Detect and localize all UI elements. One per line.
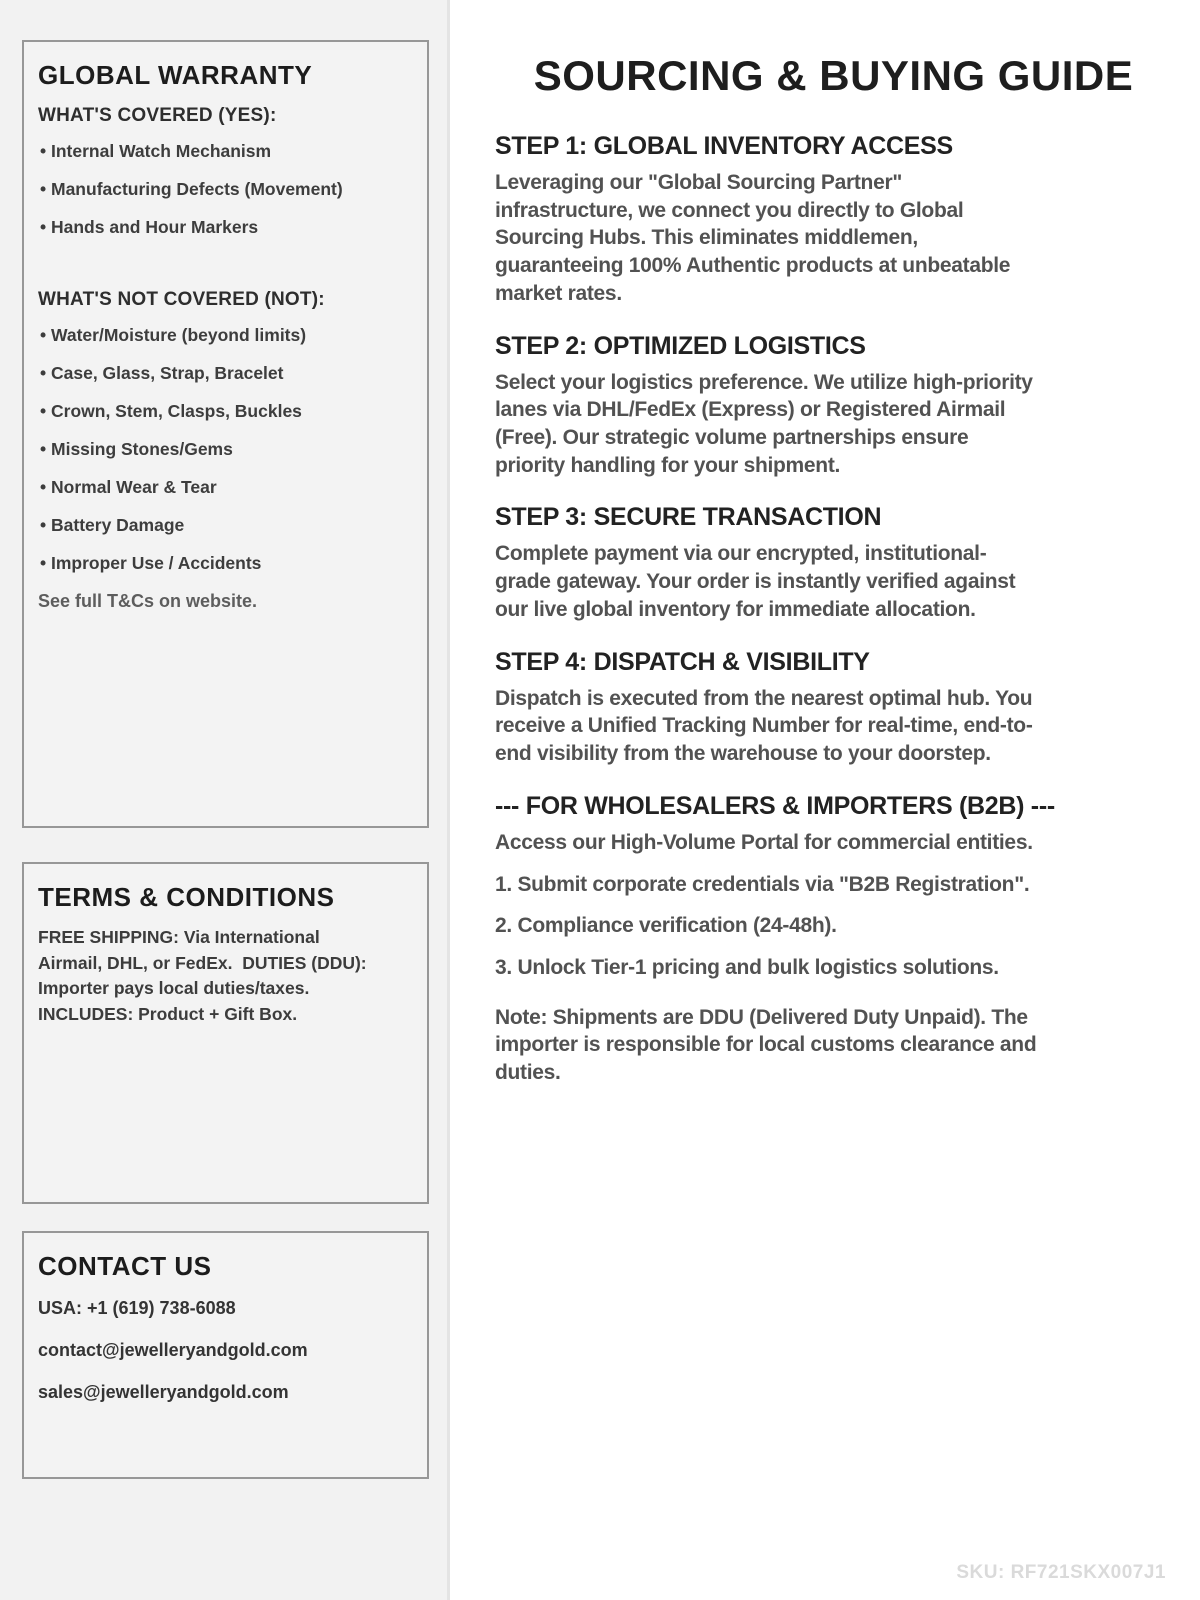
b2b-step-item: 1. Submit corporate credentials via "B2B Registration". [495,872,1030,896]
contact-panel [22,1231,429,1479]
page-title: SOURCING & BUYING GUIDE [533,52,1134,99]
step-1-body: Leveraging our "Global Sourcing Partner" infrastructure, we connect you directly to Global Sourcing Hubs. This eliminates middlemen, guaranteeing 100% Authentic products at unbeatable market rates. [495,171,1011,305]
warranty-footnote: See full T&Cs on website. [38,591,258,611]
warranty-not-covered-item: • Case, Glass, Strap, Bracelet [38,363,411,384]
step-3-heading: STEP 3: SECURE TRANSACTION [495,503,882,532]
step-4-body: Dispatch is executed from the nearest optimal hub. You receive a Unified Tracking Number for real-time, end-to-end visibility from the warehouse to your doorstep. [495,686,1033,766]
sourcing-guide-main [450,0,1200,1600]
step-4-section [495,648,1172,768]
contact-phone: USA: +1 (619) 738-6088 [38,1298,236,1318]
step-2-body: Select your logistics preference. We utilize high-priority lanes via DHL/FedEx (Express) or Registered Airmail (Free). Our strategic volume partnerships ensure priority handling for your shipment. [495,370,1033,477]
b2b-step-item: 3. Unlock Tier-1 pricing and bulk logistics solutions. [495,955,999,979]
b2b-heading: --- FOR WHOLESALERS & IMPORTERS (B2B) --- [495,791,1055,820]
warranty-covered-item: • Manufacturing Defects (Movement) [38,179,411,200]
warranty-not-covered-item: • Normal Wear & Tear [38,477,411,498]
b2b-section [495,792,1172,1087]
warranty-covered-item: • Internal Watch Mechanism [38,141,411,162]
warranty-not-covered-item: • Missing Stones/Gems [38,439,411,460]
step-3-section [495,503,1172,623]
warranty-not-covered-item: • Crown, Stem, Clasps, Buckles [38,401,411,422]
warranty-not-covered-item: • Improper Use / Accidents [38,553,411,574]
b2b-note: Note: Shipments are DDU (Delivered Duty Unpaid). The importer is responsible for local customs clearance and duties. [495,1005,1037,1085]
warranty-not-covered-item: • Water/Moisture (beyond limits) [38,325,411,346]
info-sidebar [0,0,450,1600]
warranty-title: GLOBAL WARRANTY [38,60,313,90]
contact-title: CONTACT US [38,1251,212,1281]
warranty-covered-heading: WHAT'S COVERED (YES): [38,105,277,126]
warranty-covered-list [38,141,411,238]
step-1-heading: STEP 1: GLOBAL INVENTORY ACCESS [495,132,953,160]
warranty-panel [22,40,429,828]
warranty-covered-item: • Hands and Hour Markers [38,217,411,238]
terms-panel [22,862,429,1204]
warranty-not-covered-list [38,325,411,574]
warranty-not-covered-heading: WHAT'S NOT COVERED (NOT): [38,289,325,310]
step-4-heading: STEP 4: DISPATCH & VISIBILITY [495,647,870,676]
step-3-body: Complete payment via our encrypted, institutional-grade gateway. Your order is instantly verified against our live global inventory for immediate allocation. [495,542,1016,621]
warranty-not-covered-item: • Battery Damage [38,515,411,536]
step-1-section [495,132,1172,308]
sku-label: SKU: RF721SKX007J1 [956,1562,1166,1583]
b2b-intro: Access our High-Volume Portal for commercial entities. [495,830,1033,854]
contact-email-primary: contact@jewelleryandgold.com [38,1340,308,1360]
terms-body: FREE SHIPPING: Via International Airmail, DHL, or FedEx. DUTIES (DDU): Importer pays local duties/taxes. INCLUDES: Product + Gift Box. [38,927,372,1024]
b2b-step-item: 2. Compliance verification (24-48h). [495,914,837,938]
step-2-section [495,332,1172,480]
contact-email-sales: sales@jewelleryandgold.com [38,1382,289,1402]
step-2-heading: STEP 2: OPTIMIZED LOGISTICS [495,331,866,360]
terms-title: TERMS & CONDITIONS [38,882,335,912]
